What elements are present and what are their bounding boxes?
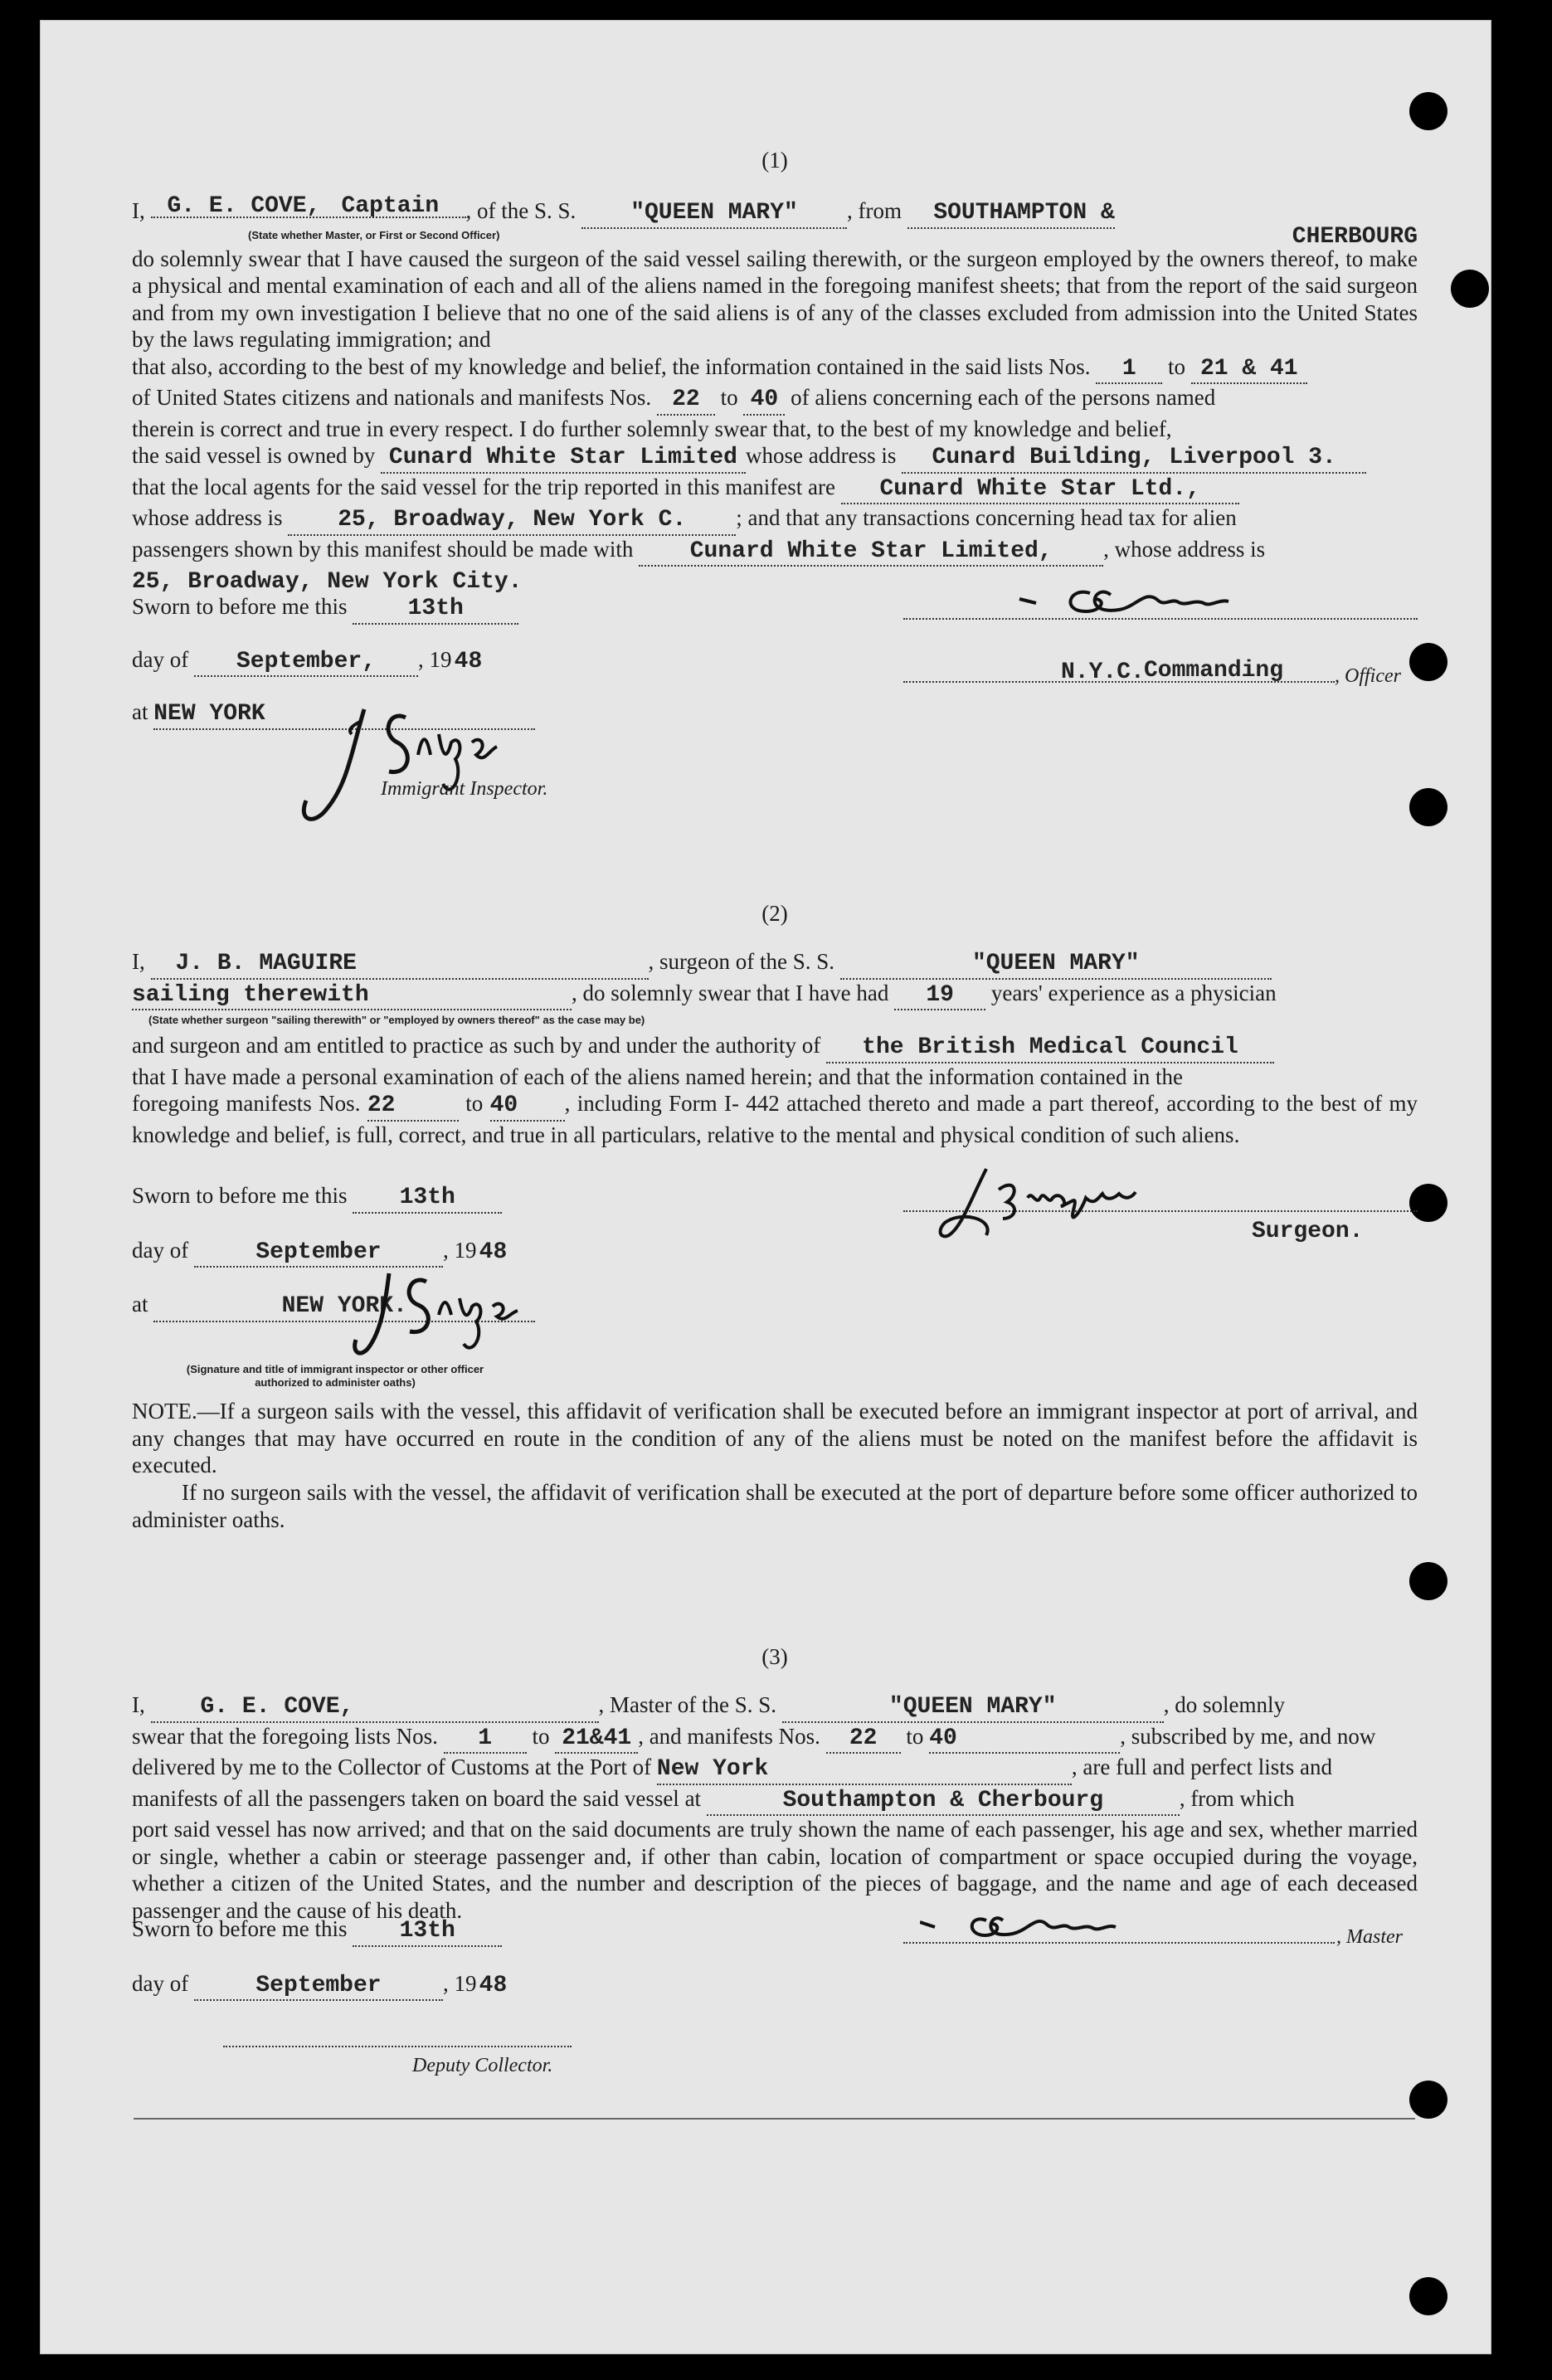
head-tax-address-field: 25, Broadway, New York City.	[132, 569, 523, 595]
surgeon-signature	[937, 1161, 1185, 1252]
vessel-name-field-3: "QUEEN MARY"	[782, 1694, 1164, 1723]
punch-hole	[1409, 92, 1447, 130]
captain-signature-block: N.Y.C. Commanding , Officer	[903, 583, 1418, 686]
deputy-caption: Deputy Collector.	[412, 2055, 553, 2076]
manifests-line: of United States citizens and nationals and manifests Nos. 22 to 40 of aliens concerning each of the persons named	[132, 384, 1418, 416]
agents-address-line: whose address is 25, Broadway, New York C. ; and that any transactions concerning head tax for alien	[132, 504, 1418, 536]
captain-signature	[1011, 578, 1260, 628]
authority-field: the British Medical Council	[826, 1034, 1274, 1063]
master-signature-block: , Master	[903, 1904, 1418, 1944]
agents-field: Cunard White Star Ltd.,	[841, 476, 1239, 505]
owner-line: the said vessel is owned by Cunard White Star Limited whose address is Cunard Building, Liverpool 3.	[132, 442, 1418, 474]
owner-field: Cunard White Star Limited	[381, 445, 746, 474]
surgeon-label: Surgeon.	[1252, 1219, 1364, 1244]
signature-caption-2: (Signature and title of immigrant inspector or other officer authorized to administer oaths)	[186, 1363, 484, 1389]
captain-line: I, G. E. COVE, Captain , of the S. S. "QUEEN MARY" , from SOUTHAMPTON &	[132, 193, 1418, 229]
section-3-paragraph: port said vessel has now arrived; and that on the said documents are truly shown the name of each passenger, his age and sex, whether married or single, whether a cabin or steerage passenger and, if other than cabin, location of compartment or space occupied during the voyage, whether a citizen of the United States, and the number and description of the pieces of baggage, and the name and age of each deceased passenger and the cause of his death.	[132, 1817, 1418, 1923]
surgeon-name-field: J. B. MAGUIRE	[151, 951, 649, 980]
head-tax-party-field: Cunard White Star Limited,	[639, 538, 1103, 567]
section-3-number: (3)	[761, 1644, 788, 1669]
punch-hole	[1409, 1562, 1447, 1600]
section-2-number: (2)	[761, 901, 788, 926]
master-name-field: G. E. COVE,	[151, 1694, 599, 1723]
agents-line: that the local agents for the said vessel for the trip reported in this manifest are Cunard White Star Ltd.,	[132, 474, 1418, 505]
inspector-caption: Immigrant Inspector.	[381, 778, 548, 800]
section-1-paragraph: do solemnly swear that I have caused the surgeon of the said vessel sailing therewith, or the surgeon employed by the owners thereof, to make a physical and mental examination of each and all of the aliens named in the foregoing manifest sheets; that from the report of the said surgeon and from my own investigation I believe that no one of the said aliens is of any of the classes excluded from admission into the United States by the laws regulating immigration; and	[132, 246, 1418, 352]
inspector-signature-2	[323, 1257, 588, 1365]
note-paragraph-2: If no surgeon sails with the vessel, the affidavit of verification shall be executed at the port of departure before some officer authorized to administer oaths.	[132, 1480, 1418, 1532]
master-signature	[920, 1905, 1169, 1947]
agents-address-field: 25, Broadway, New York C.	[288, 507, 736, 536]
years-field: 19	[894, 982, 985, 1011]
section-2-sworn: Sworn to before me this 13th day of September , 19 48 at NEW YORK.	[132, 1182, 630, 1322]
vessel-name-field: "QUEEN MARY"	[581, 200, 847, 229]
captain-name-field: G. E. COVE, Captain	[151, 193, 466, 218]
owner-address-field: Cunard Building, Liverpool 3.	[902, 445, 1366, 474]
head-tax-line: passengers shown by this manifest should be made with Cunard White Star Limited, , whose address is	[132, 536, 1418, 567]
section-1-number: (1)	[761, 148, 788, 173]
lists-line: that also, according to the best of my knowledge and belief, the information contained in the said lists Nos. 1 to 21 & 41	[132, 353, 1418, 385]
section-3-body: I, G. E. COVE, , Master of the S. S. "QUEEN MARY" , do solemnly swear that the foregoing lists Nos. 1 to 21&41 , and manifests Nos. 22 to 40 , subscribed by me, and now delivered by me to the Collector of Customs at the Port of New York , are full and perfect lists and manifests of all the passengers taken on board the said vessel at Southampton & Cherbourg , from which port said vessel has now arrived; and that on the said documents are truly shown the name of each passenger, his age and sex, whether married or single, whether a cabin or steerage passenger and, if other than cabin, location of compartment or space occupied during the voyage, whether a citizen of the United States, and the number and description of the pieces of baggage, and the name and age of each deceased passenger and the cause of his death.	[132, 1692, 1418, 1923]
section-2-paragraph: foregoing manifests Nos. 22 to 40 , including Form I- 442 attached thereto and made a part thereof, according to the best of my knowledge and belief, is full, correct, and true in all particulars, relative to the mental and physical condition of such aliens.	[132, 1091, 1418, 1147]
section-2-body: I, J. B. MAGUIRE , surgeon of the S. S. "QUEEN MARY" sailing therewith , do solemnly swear that I have had 19 years' experience as a physician (State whether surgeon "sailing therewith" or "employed by owners thereof" as the case may be) and surgeon and am entitled to practice as such by and under the authority of the British Medical Council that I have made a personal examination of each of the aliens named herein; and that the information contained in the foregoing manifests Nos. 22 to 40 , including Form I- 442 attached thereto and made a part thereof, according to the best of my knowledge and belief, is full, correct, and true in all particulars, relative to the mental and physical condition of such aliens.	[132, 949, 1418, 1147]
punch-hole	[1451, 270, 1489, 308]
commanding-text: Commanding	[1144, 658, 1284, 684]
port-field: New York	[657, 1756, 1072, 1785]
departure-port-field: Southampton & Cherbourg	[707, 1788, 1180, 1817]
surgeon-signature-block	[903, 1177, 1418, 1246]
section-3-sworn: Sworn to before me this 13th day of September , 19 48 Deputy Collector.	[132, 1915, 646, 2080]
from-port-field: SOUTHAMPTON &	[907, 200, 1115, 229]
punch-hole	[1409, 2277, 1447, 2315]
vessel-name-field-2: "QUEEN MARY"	[840, 951, 1272, 980]
captain-caption-line: (State whether Master, or First or Second Officer) CHERBOURG	[248, 223, 1418, 250]
section-1-sworn: Sworn to before me this 13th day of September, , 19 48 at NEW YORK	[132, 593, 630, 730]
manifest-verification-page	[40, 20, 1491, 2354]
punch-hole	[1409, 2081, 1447, 2119]
sailing-status-field: sailing therewith	[132, 982, 572, 1011]
bottom-rule	[134, 2118, 1415, 2120]
punch-hole	[1409, 788, 1447, 826]
note-paragraph-1: NOTE.—If a surgeon sails with the vessel, this affidavit of verification shall be executed before an immigrant inspector at port of arrival, and any changes that may have occurred en route in the condition of any of the aliens must be noted on the manifest before the affidavit is executed.	[132, 1399, 1418, 1477]
inspector-signature	[273, 684, 572, 842]
section-1-body: I, G. E. COVE, Captain , of the S. S. "QUEEN MARY" , from SOUTHAMPTON & (State whether Master, or First or Second Officer) CHERBOURG do solemnly swear that I have caused the surgeon of the said vessel sailing therewith, or the surgeon employed by the owners thereof, to make a physical and mental examination of each and all of the aliens named in the foregoing manifest sheets; that from the report of the said surgeon and from my own investigation I believe that no one of the said aliens is of any of the classes excluded from admission into the United States by the laws regulating immigration; and that also, according to the best of my knowledge and belief, the information contained in the said lists Nos. 1 to 21 & 41 of United States citizens and nationals and manifests Nos. 22 to 40 of aliens concerning each of the persons named therein is correct and true in every respect. I do further solemnly swear that, to the best of my knowledge and belief, the said vessel is owned by Cunard White Star Limited whose address is Cunard Building, Liverpool 3. that the local agents for the said vessel for the trip reported in this manifest are Cunard White Star Ltd., whose address is 25, Broadway, New York C. ; and that any transactions concerning head tax for alien passengers shown by this manifest should be made with Cunard White Star Limited, , whose address is 25, Broadway, New York City.	[132, 193, 1418, 595]
